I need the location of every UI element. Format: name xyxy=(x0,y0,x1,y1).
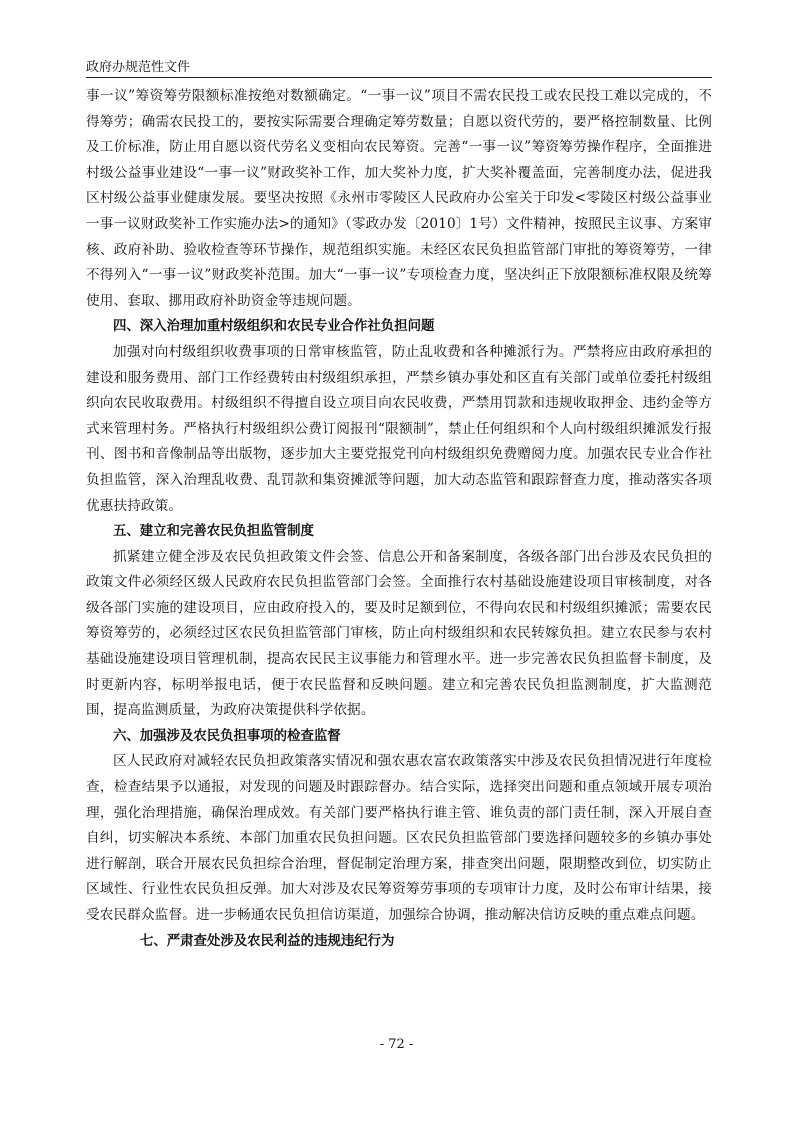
section-heading-7: 七、严肃查处涉及农民利益的违规违纪行为 xyxy=(140,933,395,949)
body-paragraph-section-4: 加强对向村级组织收费事项的日常审核监管，防止乱收费和各种摊派行为。严禁将应由政府承担的建设和服务费用、部门工作经费转由村级组织承担，严禁乡镇办事处和区直有关部门或单位委托村级组织向农民收取费用。村级组织不得擅自设立项目向农民收费，严禁用罚款和违规收取押金、违约金等方式来管理村务。严格执行村级组织公费订阅报刊“限额制”，禁止任何组织和个人向村级组织摊派发行报刊、图书和音像制品等出版物，逐步加大主要党报党刊向村级组织免费赠阅力度。加强农民专业合作社负担监管，深入治理乱收费、乱罚款和集资摊派等问题，加大动态监管和跟踪督查力度，推动落实各项优惠扶持政策。 xyxy=(86,343,712,514)
section-heading-5: 五、建立和完善农民负担监管制度 xyxy=(113,524,314,540)
body-paragraph-section-5: 抓紧建立健全涉及农民负担政策文件会签、信息公开和备案制度，各级各部门出台涉及农民负担的政策文件必须经区级人民政府农民负担监管部门会签。全面推行农村基础设施建设项目审核制度，对各级各部门实施的建设项目，应由政府投入的，要及时足额到位，不得向农民和村级组织摊派；需要农民筹资筹劳的，必须经过区农民负担监管部门审核，防止向村级组织和农民转嫁负担。建立农民参与农村基础设施建设项目管理机制，提高农民民主议事能力和管理水平。进一步完善农民负担监督卡制度，及时更新内容，标明举报电话，便于农民监督和反映问题。建立和完善农民负担监测制度，扩大监测范围，提高监测质量，为政府决策提供科学依据。 xyxy=(86,548,712,719)
body-paragraph-section-6: 区人民政府对减轻农民负担政策落实情况和强农惠农富农政策落实中涉及农民负担情况进行年度检查，检查结果予以通报，对发现的问题及时跟踪督办。结合实际，选择突出问题和重点领域开展专项治理，强化治理措施，确保治理成效。有关部门要严格执行谁主管、谁负责的部门责任制，深入开展自查自纠，切实解决本系统、本部门加重农民负担问题。区农民负担监管部门要选择问题较多的乡镇办事处进行解剖，联合开展农民负担综合治理，督促制定治理方案，排查突出问题，限期整改到位，切实防止区域性、行业性农民负担反弹。加大对涉及农民筹资筹劳事项的专项审计力度，及时公布审计结果，接受农民群众监督。进一步畅通农民负担信访渠道，加强综合协调，推动解决信访反映的重点难点问题。 xyxy=(86,753,712,923)
document-header: 政府办规范性文件 xyxy=(86,60,191,75)
section-heading-4: 四、深入治理加重村级组织和农民专业合作社负担问题 xyxy=(113,319,435,335)
page-number: - 72 - xyxy=(379,1037,414,1052)
header-divider xyxy=(86,77,712,78)
section-heading-6: 六、加强涉及农民负担事项的检查监督 xyxy=(113,728,341,744)
body-paragraph-continued: 事一议”筹资筹劳限额标准按绝对数额确定。“一事一议”项目不需农民投工或农民投工难以完成的，不得筹劳；确需农民投工的，要按实际需要合理确定筹劳数量；自愿以资代劳的，要严格控制数量、比例及工价标准，防止用自愿以资代劳名义变相向农民筹资。完善“一事一议”筹资筹劳操作程序，全面推进村级公益事业建设“一事一议”财政奖补工作，加大奖补力度，扩大奖补覆盖面，完善制度办法，促进我区村级公益事业健康发展。要坚决按照《永州市零陵区人民政府办公室关于印发<零陵区村级公益事业一事一议财政奖补工作实施办法>的通知》（零政办发〔2010〕1号）文件精神，按照民主议事、方案审核、政府补助、验收检查等环节操作，规范组织实施。未经区农民负担监管部门审批的筹资筹劳，一律不得列入“一事一议”财政奖补范围。加大“一事一议”专项检查力度，坚决纠正下放限额标准权限及统筹使用、套取、挪用政府补助资金等违规问题。 xyxy=(86,88,712,309)
document-body xyxy=(86,84,712,954)
